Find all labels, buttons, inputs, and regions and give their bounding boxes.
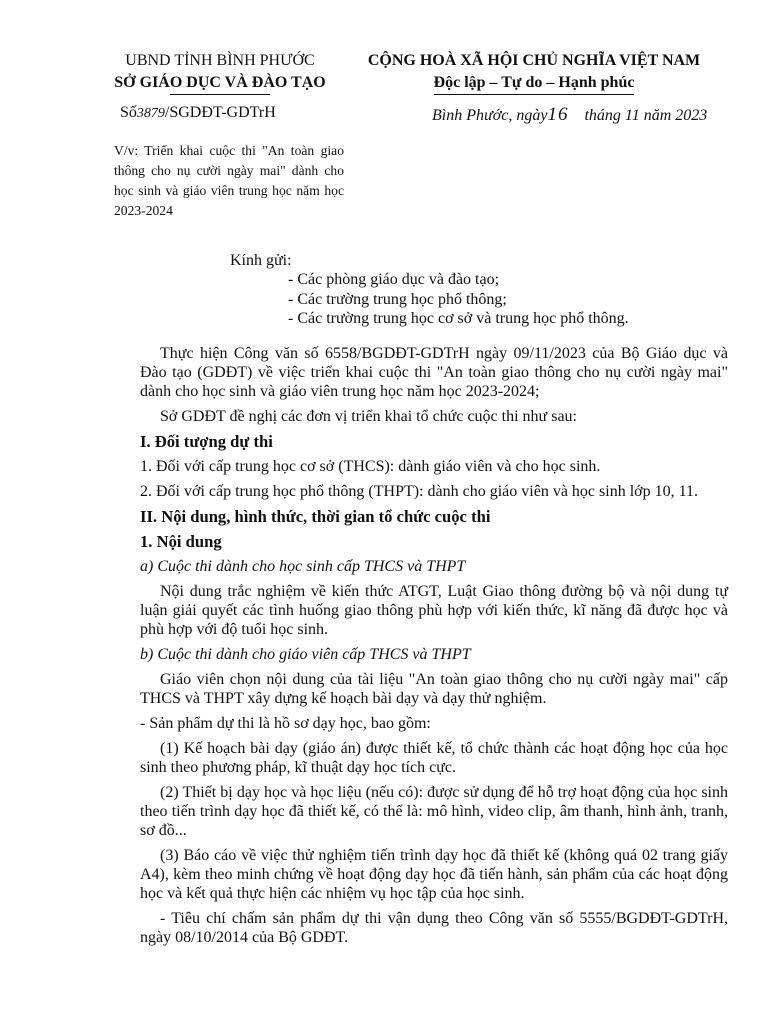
- section-heading: I. Đối tượng dự thi: [140, 432, 273, 451]
- body-paragraph: Sở GDĐT đề nghị các đơn vị triển khai tổ chức cuộc thi như sau:: [160, 408, 577, 425]
- issue-date: [432, 104, 707, 126]
- document-number: [120, 104, 276, 122]
- recipient-list: [288, 270, 629, 329]
- doc-number-suffix: /SGDĐT-GDTrH: [164, 104, 276, 121]
- body-paragraph: Thực hiện Công văn số 6558/BGDĐT-GDTrH ngày 09/11/2023 của Bộ Giáo dục và Đào tạo (GDĐT) về việc triển khai cuộc thi "An toàn giao thông cho nụ cười ngày mai" dành cho học sinh và giáo viên trung học năm học 2023-2024;: [140, 345, 728, 400]
- body-paragraph: - Tiêu chí chấm sản phẩm dự thi vận dụng theo Công văn số 5555/BGDĐT-GDTrH, ngày 08/10/2014 của Bộ GDĐT.: [140, 910, 728, 946]
- body-paragraph: Nội dung trắc nghiệm về kiến thức ATGT, Luật Giao thông đường bộ và nội dung tự luận giải quyết các tình huống giao thông phù hợp với kiến thức, kĩ năng đã được học và phù hợp với độ tuổi học sinh.: [140, 583, 728, 638]
- national-title: [352, 50, 716, 95]
- agency-line-province: UBND TỈNH BÌNH PHƯỚC: [125, 52, 315, 69]
- recipient-item: - Các trường trung học phổ thông;: [288, 290, 507, 308]
- doc-number-value: 3879: [136, 106, 165, 121]
- body-paragraph: (1) Kế hoạch bài dạy (giáo án) được thiết kế, tổ chức thành các hoạt động học của học sinh theo phương pháp, kĩ thuật dạy học tích cực.: [140, 740, 728, 776]
- greeting: Kính gửi:: [230, 252, 292, 269]
- agency-divider: [170, 94, 270, 95]
- agency-line-department: SỞ GIÁO DỤC VÀ ĐÀO TẠO: [114, 74, 326, 91]
- nation-motto: Độc lập – Tự do – Hạnh phúc: [434, 72, 635, 95]
- date-prefix: Bình Phước, ngày: [432, 107, 548, 124]
- body-paragraph: 1. Đối với cấp trung học cơ sở (THCS): dành giáo viên và cho học sinh.: [140, 458, 601, 475]
- document-subject: V/v: Triển khai cuộc thi "An toàn giao thông cho nụ cười ngày mai" dành cho học sinh và giáo viên trung học năm học 2023-2024: [114, 143, 344, 218]
- subsection-title: a) Cuộc thi dành cho học sinh cấp THCS và THPT: [140, 558, 466, 575]
- body-paragraph: 2. Đối với cấp trung học phổ thông (THPT): dành cho giáo viên và học sinh lớp 10, 11.: [140, 483, 699, 500]
- body-paragraph: (2) Thiết bị dạy học và học liệu (nếu có): được sử dụng để hỗ trợ hoạt động của học sinh theo tiến trình dạy học đã thiết kế, có thể là: mô hình, video clip, âm thanh, hình ảnh, tranh, sơ đồ...: [140, 784, 728, 839]
- subsection-heading: 1. Nội dung: [140, 532, 222, 551]
- issuing-agency: [100, 50, 340, 95]
- body-paragraph: Giáo viên chọn nội dung của tài liệu "An toàn giao thông cho nụ cười ngày mai" cấp THCS và THPT xây dựng kế hoạch bài dạy và dạy thử nghiệm.: [140, 671, 728, 707]
- body-paragraph: (3) Báo cáo về việc thử nghiệm tiến trình dạy học đã thiết kế (không quá 02 trang giấy A4), kèm theo minh chứng về hoạt động dạy học đã tiến hành, sản phẩm của các hoạt động học và kết quả thực hiện các nhiệm vụ học tập của học sinh.: [140, 847, 728, 902]
- date-day: 16: [547, 104, 569, 125]
- nation-name: CỘNG HOÀ XÃ HỘI CHỦ NGHĨA VIỆT NAM: [367, 52, 701, 69]
- recipient-item: - Các phòng giáo dục và đào tạo;: [288, 271, 500, 288]
- document-body: [140, 344, 728, 953]
- body-paragraph: - Sản phẩm dự thi là hồ sơ dạy học, bao gồm:: [140, 715, 431, 732]
- recipient-item: - Các trường trung học cơ sở và trung học phổ thông.: [288, 310, 629, 327]
- doc-number-prefix: Số: [120, 104, 137, 121]
- date-suffix: tháng 11 năm 2023: [584, 107, 708, 124]
- subsection-title: b) Cuộc thi dành cho giáo viên cấp THCS và THPT: [140, 646, 471, 663]
- section-heading: II. Nội dung, hình thức, thời gian tổ chức cuộc thi: [140, 507, 491, 526]
